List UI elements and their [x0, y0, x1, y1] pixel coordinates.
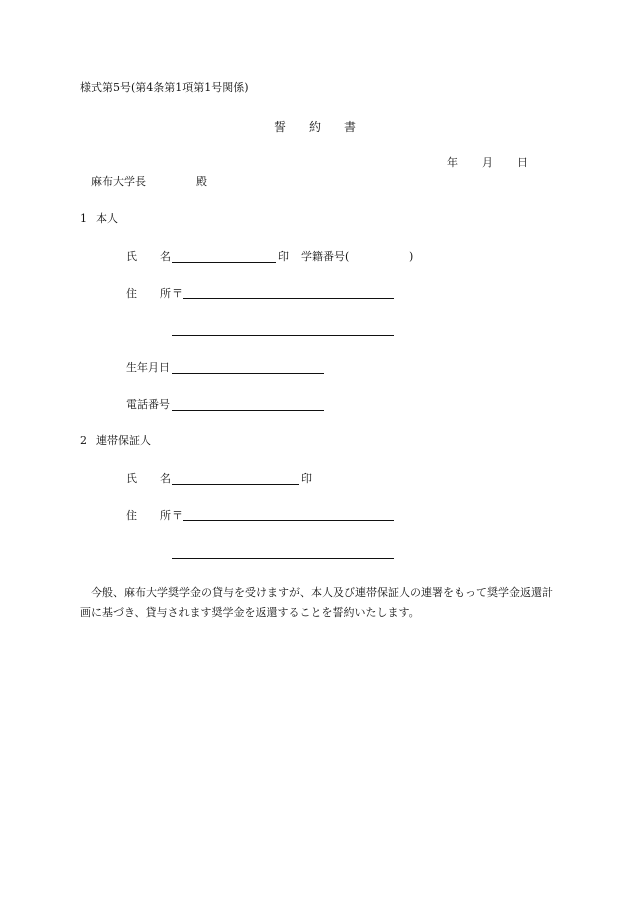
section1-address-underline-1[interactable]: [183, 298, 394, 299]
section1-phone-label: 電話番号: [126, 398, 170, 411]
section2-name-char-2: 名: [160, 472, 171, 485]
addressee-honorific: 殿: [196, 175, 207, 188]
section1-heading: 本人: [96, 212, 118, 225]
section2-address-char-1: 住: [126, 509, 137, 522]
date-year-label: 年: [447, 156, 458, 169]
title-char-1: 誓: [274, 120, 287, 134]
addressee-name: 麻布大学長: [91, 175, 146, 188]
form-number: 様式第5号(第4条第1項第1号関係): [80, 81, 249, 94]
section1-address-underline-2[interactable]: [172, 335, 394, 336]
date-day-label: 日: [517, 156, 528, 169]
section2-address-char-2: 所: [160, 509, 171, 522]
section1-address-char-1: 住: [126, 287, 137, 300]
section1-name-char-1: 氏: [126, 250, 137, 263]
section1-name-char-2: 名: [160, 250, 171, 263]
section1-phone-underline[interactable]: [172, 410, 324, 411]
section2-address-underline-2[interactable]: [172, 558, 394, 559]
section2-postal-mark: 〒: [172, 509, 183, 522]
date-month-label: 月: [482, 156, 493, 169]
section1-name-underline[interactable]: [172, 262, 276, 263]
section2-number: 2: [80, 434, 87, 447]
section1-student-id-label: 学籍番号(: [301, 250, 350, 263]
section2-address-underline-1[interactable]: [183, 520, 394, 521]
section1-student-id-close: ): [409, 250, 414, 263]
section1-birthdate-label: 生年月日: [126, 361, 170, 374]
section1-number: 1: [80, 212, 87, 225]
section1-seal-mark: 印: [278, 250, 289, 263]
section2-name-underline[interactable]: [172, 484, 299, 485]
section1-postal-mark: 〒: [172, 287, 183, 300]
section2-seal-mark: 印: [301, 472, 312, 485]
section2-heading: 連帯保証人: [96, 434, 151, 447]
title-char-2: 約: [309, 120, 322, 134]
section1-address-char-2: 所: [160, 287, 171, 300]
section2-name-char-1: 氏: [126, 472, 137, 485]
section1-birthdate-underline[interactable]: [172, 373, 324, 374]
title-char-3: 書: [344, 120, 357, 134]
pledge-paragraph: 今般、麻布大学奨学金の貸与を受けますが、本人及び連帯保証人の連署をもって奨学金返還計画に基づき、貸与されます奨学金を返還することを誓約いたします。: [80, 586, 553, 619]
